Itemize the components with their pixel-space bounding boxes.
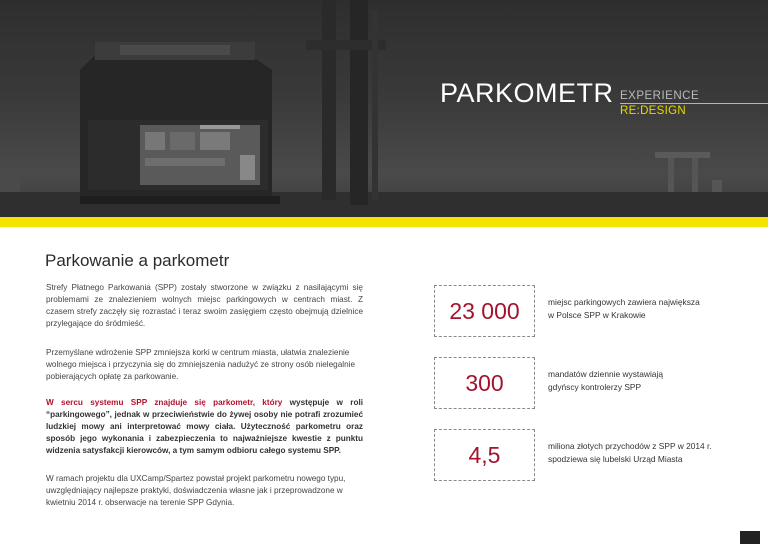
highlight-red-text: W sercu systemu SPP znajduje się parkometr, który: [46, 398, 283, 407]
page-title: PARKOMETR: [440, 78, 614, 108]
paragraph-intro: Strefy Płatnego Parkowania (SPP) zostały stworzone w związku z nasilającymi się problemami ze znalezieniem wolnych miejsc parkingowych w centrach miast. Z czasem strefy zaczęły się rozrastać i teraz swoim zasięgiem często obejmują dzielnice przylegające do śródmieść.: [46, 283, 363, 328]
stat-value-box: 4,5: [434, 429, 535, 481]
section-heading: Parkowanie a parkometr: [45, 251, 230, 270]
stat-description-line: spodziewa się lubelski Urząd Miasta: [548, 454, 683, 464]
stat-description-line: w Polsce SPP w Krakowie: [548, 310, 646, 320]
title-subtitle-experience: EXPERIENCE: [620, 90, 700, 102]
stat-value-box: 23 000: [434, 285, 535, 337]
stat-description-line: mandatów dziennie wystawiają: [548, 369, 663, 379]
stat-description-line: gdyńscy kontrolerzy SPP: [548, 382, 642, 392]
title-subtitle-redesign: RE:DESIGN: [620, 105, 686, 117]
stat-description: [548, 368, 748, 394]
yellow-accent-bar: [0, 217, 768, 227]
highlight-rest-text: występuje w roli “parkingowego”, jednak w przeciwieństwie do żywej osoby nie potrafi zrozumieć ludzkiej mowy ani interpretować mowy ciała. Użyteczność parkometru oraz sposób jego wykonania i zabezpieczenia to najważniejsze kwestie z punktu widzenia satysfakcji kierowców, a tym samym odbioru całego systemu SPP.: [46, 398, 363, 455]
stat-description-line: miejsc parkingowych zawiera największa: [548, 297, 700, 307]
corner-page-marker: [740, 531, 760, 544]
stat-description-line: miliona złotych przychodów z SPP w 2014 r.: [548, 441, 712, 451]
stat-value-box: 300: [434, 357, 535, 409]
paragraph-project: W ramach projektu dla UXCamp/Spartez powstał projekt parkometru nowego typu, uwzględniający najlepsze praktyki, doświadczenia własne jak i przeprowadzone w kwietniu 2014 r. obserwacje na terenie SPP Gdynia.: [46, 474, 346, 507]
stat-description: [548, 296, 748, 322]
title-divider: [620, 103, 768, 104]
paragraph-highlight: [46, 397, 363, 457]
hero-photo: [0, 0, 768, 217]
paragraph-benefits: Przemyślane wdrożenie SPP zmniejsza korki w centrum miasta, ułatwia znalezienie wolnego miejsca i przyczynia się do zmniejszenia nadużyć ze strony osób nielegalnie pobierających opłatę za parkowanie.: [46, 348, 356, 381]
stat-description: [548, 440, 748, 466]
